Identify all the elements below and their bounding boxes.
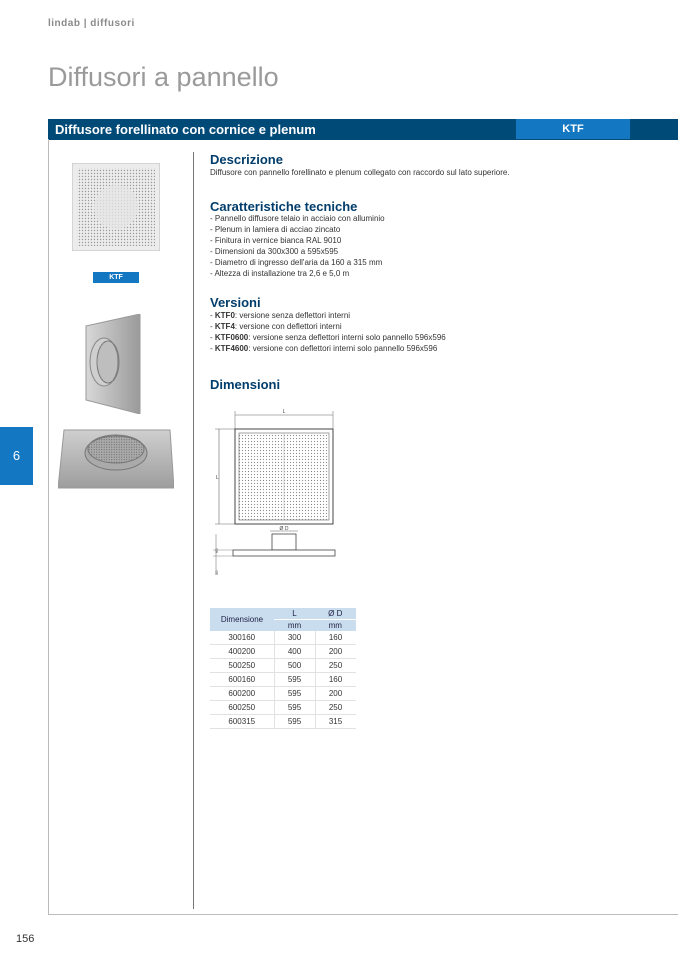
heading-dimensioni: Dimensioni bbox=[210, 377, 281, 392]
frame-left-line bbox=[48, 139, 49, 915]
cell-L: 300 bbox=[274, 631, 315, 645]
frame-bottom-line bbox=[48, 914, 678, 915]
cell-L: 500 bbox=[274, 659, 315, 673]
list-item: - Altezza di installazione tra 2,6 e 5,0 m bbox=[210, 269, 350, 278]
dimension-label-diameter: Ø D bbox=[279, 526, 289, 532]
dimension-label-L-side: L bbox=[216, 475, 219, 481]
table-header-dimensione: Dimensione bbox=[210, 608, 274, 631]
cell-dimensione: 600200 bbox=[210, 687, 274, 701]
version-text: : versione con deflettori interni bbox=[234, 322, 342, 331]
product-image-front bbox=[72, 163, 160, 251]
list-item: - KTF0: versione senza deflettori interni bbox=[210, 311, 351, 320]
list-item: - Plenum in lamiera di acciao zincato bbox=[210, 225, 341, 234]
list-item: - Dimensioni da 300x300 a 595x595 bbox=[210, 247, 339, 256]
cell-D: 160 bbox=[315, 673, 356, 687]
heading-caratteristiche: Caratteristiche tecniche bbox=[210, 199, 358, 214]
heading-versioni: Versioni bbox=[210, 295, 261, 310]
version-code: KTF0600 bbox=[214, 333, 249, 342]
cell-L: 595 bbox=[274, 715, 315, 729]
table-row bbox=[210, 645, 356, 659]
cell-dimensione: 600250 bbox=[210, 701, 274, 715]
table-row bbox=[210, 659, 356, 673]
table-row bbox=[210, 673, 356, 687]
dimension-label-L-top: L bbox=[282, 409, 286, 415]
list-item: - KTF4: versione con deflettori interni bbox=[210, 322, 342, 331]
cell-L: 400 bbox=[274, 645, 315, 659]
list-item: - KTF4600: versione con deflettori interni solo pannello 596x596 bbox=[210, 344, 438, 353]
dimension-drawing bbox=[208, 404, 348, 582]
product-title-bar bbox=[48, 119, 678, 140]
version-code: KTF4600 bbox=[214, 344, 249, 353]
version-code: KTF0 bbox=[214, 311, 235, 320]
chapter-tab[interactable]: 6 bbox=[0, 427, 33, 485]
dimensions-table bbox=[210, 608, 356, 729]
version-text: : versione senza deflettori interni solo pannello 596x596 bbox=[248, 333, 446, 342]
cell-dimensione: 300160 bbox=[210, 631, 274, 645]
cell-D: 200 bbox=[315, 645, 356, 659]
cell-D: 160 bbox=[315, 631, 356, 645]
brand-header: lindab | diffusori bbox=[48, 18, 135, 29]
list-item: - Finitura in vernice bianca RAL 9010 bbox=[210, 236, 342, 245]
cell-D: 315 bbox=[315, 715, 356, 729]
table-header-D: Ø D bbox=[315, 608, 356, 620]
version-text: : versione con deflettori interni solo pannello 596x596 bbox=[248, 344, 438, 353]
product-title: Diffusore forellinato con cornice e plenum bbox=[55, 122, 316, 137]
dimension-label-h1: 60 bbox=[214, 548, 219, 553]
list-item: - Pannello diffusore telaio in acciaio con alluminio bbox=[210, 214, 385, 223]
table-row bbox=[210, 715, 356, 729]
table-row bbox=[210, 687, 356, 701]
cell-D: 250 bbox=[315, 701, 356, 715]
page-title: Diffusori a pannello bbox=[48, 62, 279, 92]
product-code-tab: KTF bbox=[516, 119, 630, 139]
column-divider bbox=[193, 152, 194, 909]
product-image-top bbox=[58, 426, 174, 490]
table-unit-L: mm bbox=[274, 620, 315, 632]
descrizione-text bbox=[210, 167, 510, 178]
cell-dimensione: 400200 bbox=[210, 645, 274, 659]
product-image-side bbox=[84, 314, 144, 414]
table-row bbox=[210, 701, 356, 715]
version-code: KTF4 bbox=[214, 322, 235, 331]
product-badge: KTF bbox=[93, 272, 139, 283]
list-item: - KTF0600: versione senza deflettori interni solo pannello 596x596 bbox=[210, 333, 446, 342]
cell-D: 250 bbox=[315, 659, 356, 673]
version-text: : versione senza deflettori interni bbox=[234, 311, 351, 320]
cell-D: 200 bbox=[315, 687, 356, 701]
table-unit-D: mm bbox=[315, 620, 356, 632]
cell-dimensione: 600160 bbox=[210, 673, 274, 687]
heading-descrizione: Descrizione bbox=[210, 152, 283, 167]
table-header-L: L bbox=[274, 608, 315, 620]
descrizione-paragraph: Diffusore con pannello forellinato e plenum collegato con raccordo sul lato superiore. bbox=[210, 168, 510, 177]
table-row bbox=[210, 631, 356, 645]
cell-L: 595 bbox=[274, 673, 315, 687]
cell-L: 595 bbox=[274, 701, 315, 715]
versioni-list bbox=[210, 310, 446, 354]
cell-L: 595 bbox=[274, 687, 315, 701]
caratteristiche-list bbox=[210, 213, 385, 279]
dimension-label-h2: 50 bbox=[214, 570, 219, 575]
cell-dimensione: 600315 bbox=[210, 715, 274, 729]
page-number: 156 bbox=[16, 933, 35, 945]
cell-dimensione: 500250 bbox=[210, 659, 274, 673]
list-item: - Diametro di ingresso dell'aria da 160 a 315 mm bbox=[210, 258, 383, 267]
